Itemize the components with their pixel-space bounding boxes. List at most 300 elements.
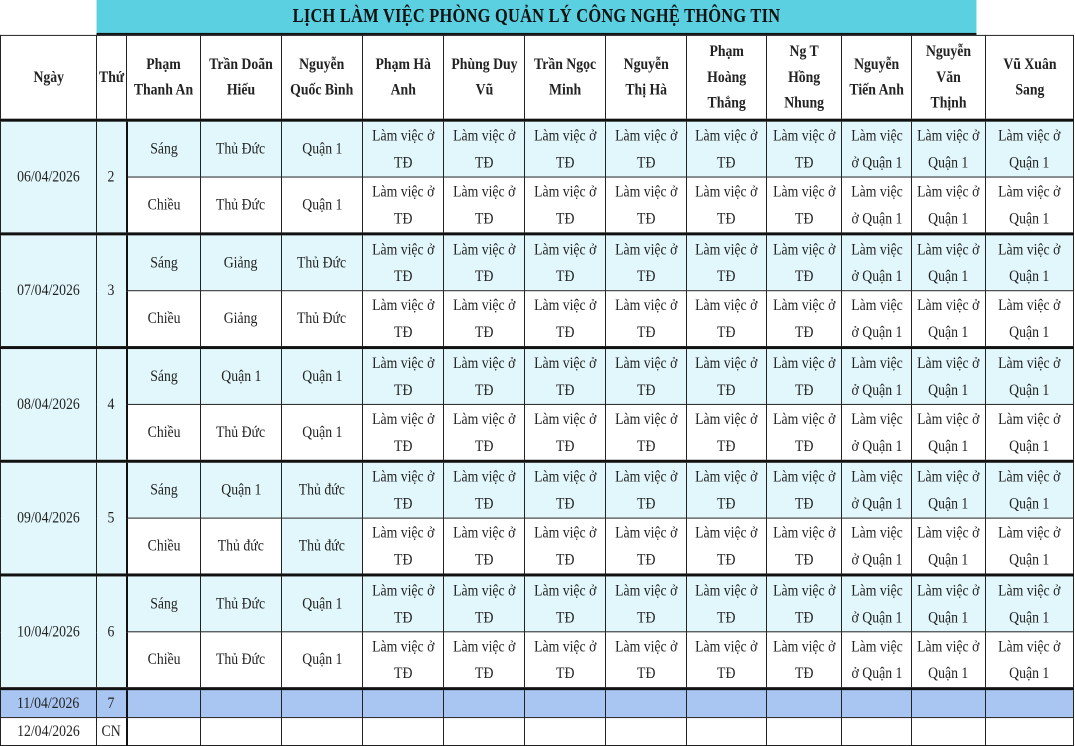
assignment-cell-text: Làm việc ở TĐ — [533, 296, 597, 341]
session-cell[interactable] — [127, 404, 201, 461]
empty-cell[interactable] — [842, 718, 912, 746]
assignment-cell-text: Làm việc ở TĐ — [371, 127, 435, 172]
assignment-cell[interactable] — [606, 575, 687, 632]
header-staff-1[interactable] — [127, 35, 201, 120]
assignment-cell-text: Làm việc ở TĐ — [695, 410, 758, 455]
empty-cell[interactable] — [127, 689, 201, 718]
assignment-cell[interactable] — [912, 404, 986, 461]
assignment-cell-text: Làm việc ở TĐ — [533, 183, 597, 227]
empty-cell[interactable] — [201, 718, 282, 746]
assignment-cell[interactable] — [687, 291, 767, 348]
date-cell[interactable] — [1, 689, 97, 718]
header-staff-5[interactable] — [444, 35, 525, 120]
assignment-cell[interactable] — [201, 120, 282, 177]
date-cell[interactable] — [1, 120, 97, 234]
assignment-cell[interactable] — [363, 177, 444, 234]
table-row — [1, 461, 1074, 518]
assignment-cell-text: Làm việc ở TĐ — [614, 240, 678, 285]
assignment-cell-text: Làm việc ở Quận 1 — [850, 524, 903, 568]
date-cell[interactable] — [1, 348, 97, 462]
assignment-cell-text: Làm việc ở TĐ — [614, 581, 678, 626]
assignment-cell[interactable] — [282, 575, 363, 632]
assignment-cell-text: Quận 1 — [220, 481, 262, 499]
empty-cell[interactable] — [363, 689, 444, 718]
session-cell-text: Chiều — [147, 310, 181, 328]
assignment-cell-text: Quận 1 — [301, 595, 343, 613]
header-row — [1, 35, 1074, 120]
assignment-cell-text: Làm việc ở TĐ — [695, 127, 758, 172]
assignment-cell-text: Thủ Đức — [216, 196, 266, 214]
day-of-week-cell-text: 6 — [107, 623, 115, 641]
assignment-cell-text: Làm việc ở TĐ — [452, 581, 516, 626]
empty-cell[interactable] — [525, 718, 606, 746]
assignment-cell[interactable] — [363, 120, 444, 177]
assignment-cell-text: Làm việc ở TĐ — [371, 183, 435, 227]
header-staff-7-text: Nguyễn Thị Hà — [623, 55, 669, 99]
empty-cell[interactable] — [767, 689, 842, 718]
assignment-cell-text: Làm việc ở TĐ — [371, 240, 435, 285]
empty-cell[interactable] — [127, 718, 201, 746]
header-staff-12[interactable] — [986, 35, 1074, 120]
date-cell-text: 09/04/2026 — [17, 509, 80, 527]
table-row — [1, 632, 1074, 689]
assignment-cell-text: Làm việc ở Quận 1 — [998, 524, 1061, 568]
assignment-cell[interactable] — [842, 291, 912, 348]
assignment-cell[interactable] — [282, 461, 363, 518]
assignment-cell[interactable] — [767, 632, 842, 689]
empty-cell[interactable] — [687, 718, 767, 746]
assignment-cell-text: Làm việc ở TĐ — [371, 410, 435, 455]
assignment-cell-text: Làm việc ở TĐ — [371, 468, 435, 513]
assignment-cell[interactable] — [606, 404, 687, 461]
assignment-cell-text: Làm việc ở TĐ — [533, 240, 597, 285]
assignment-cell[interactable] — [912, 120, 986, 177]
day-of-week-cell[interactable] — [97, 120, 127, 234]
header-staff-1-text: Phạm Thanh An — [133, 55, 194, 99]
header-staff-2[interactable] — [201, 35, 282, 120]
empty-cell[interactable] — [444, 689, 525, 718]
header-staff-10-text: Nguyễn Tiến Anh — [849, 55, 904, 99]
assignment-cell[interactable] — [842, 177, 912, 234]
session-cell-text: Sáng — [149, 481, 178, 499]
assignment-cell[interactable] — [687, 177, 767, 234]
assignment-cell[interactable] — [687, 632, 767, 689]
assignment-cell[interactable] — [767, 575, 842, 632]
assignment-cell-text: Làm việc ở TĐ — [772, 127, 836, 172]
header-staff-5-text: Phùng Duy Vũ — [450, 55, 518, 99]
assignment-cell-text: Làm việc ở TĐ — [772, 296, 836, 341]
empty-cell[interactable] — [282, 689, 363, 718]
header-date[interactable] — [1, 35, 97, 120]
assignment-cell-text: Quận 1 — [301, 423, 343, 441]
session-cell-text: Chiều — [147, 196, 181, 214]
assignment-cell-text: Làm việc ở TĐ — [614, 524, 678, 568]
assignment-cell[interactable] — [525, 234, 606, 291]
header-day-of-week-text: Thứ — [99, 68, 125, 86]
day-of-week-cell-text: 7 — [107, 695, 115, 713]
assignment-cell-text: Làm việc ở TĐ — [533, 410, 597, 455]
assignment-cell-text: Làm việc ở TĐ — [533, 354, 597, 399]
date-cell[interactable] — [1, 718, 97, 746]
assignment-cell-text: Làm việc ở TĐ — [772, 468, 836, 513]
session-cell-text: Sáng — [149, 140, 178, 158]
session-cell[interactable] — [127, 120, 201, 177]
assignment-cell-text: Làm việc ở TĐ — [614, 637, 678, 682]
assignment-cell-text: Làm việc ở Quận 1 — [998, 410, 1061, 455]
assignment-cell-text: Làm việc ở TĐ — [695, 183, 758, 227]
assignment-cell[interactable] — [986, 632, 1074, 689]
assignment-cell-text: Làm việc ở Quận 1 — [998, 296, 1061, 341]
assignment-cell[interactable] — [986, 461, 1074, 518]
assignment-cell[interactable] — [606, 518, 687, 575]
assignment-cell[interactable] — [606, 291, 687, 348]
assignment-cell[interactable] — [525, 575, 606, 632]
schedule-table — [0, 35, 1074, 746]
assignment-cell-text: Quận 1 — [301, 140, 343, 158]
assignment-cell[interactable] — [606, 348, 687, 405]
assignment-cell-text: Giảng — [224, 254, 258, 272]
assignment-cell-text: Làm việc ở TĐ — [452, 183, 516, 227]
assignment-cell-text: Thủ Đức — [297, 310, 347, 328]
assignment-cell[interactable] — [912, 518, 986, 575]
session-cell-text: Chiều — [147, 651, 181, 669]
assignment-cell-text: Làm việc ở TĐ — [533, 637, 597, 682]
assignment-cell-text: Làm việc ở TĐ — [452, 127, 516, 172]
assignment-cell[interactable] — [842, 632, 912, 689]
assignment-cell[interactable] — [444, 120, 525, 177]
assignment-cell[interactable] — [842, 575, 912, 632]
assignment-cell[interactable] — [606, 632, 687, 689]
assignment-cell-text: Làm việc ở TĐ — [452, 468, 516, 513]
assignment-cell-text: Làm việc ở Quận 1 — [850, 240, 903, 285]
assignment-cell[interactable] — [606, 177, 687, 234]
assignment-cell-text: Làm việc ở Quận 1 — [998, 637, 1061, 682]
date-cell[interactable] — [1, 234, 97, 348]
header-staff-9-text: Ng T Hồng Nhung — [784, 42, 824, 112]
assignment-cell[interactable] — [986, 291, 1074, 348]
header-staff-3[interactable] — [282, 35, 363, 120]
assignment-cell-text: Làm việc ở Quận 1 — [917, 581, 980, 626]
session-cell[interactable] — [127, 348, 201, 405]
assignment-cell[interactable] — [444, 404, 525, 461]
assignment-cell[interactable] — [201, 575, 282, 632]
assignment-cell-text: Làm việc ở TĐ — [695, 524, 758, 568]
assignment-cell[interactable] — [201, 461, 282, 518]
assignment-cell-text: Thủ Đức — [216, 423, 266, 441]
header-day-of-week[interactable] — [97, 35, 127, 120]
assignment-cell[interactable] — [444, 348, 525, 405]
assignment-cell-text: Thủ Đức — [216, 651, 266, 669]
day-of-week-cell[interactable] — [97, 718, 127, 746]
assignment-cell-text: Làm việc ở Quận 1 — [850, 296, 903, 341]
assignment-cell[interactable] — [767, 348, 842, 405]
day-of-week-cell[interactable] — [97, 234, 127, 348]
assignment-cell[interactable] — [363, 518, 444, 575]
assignment-cell-text: Quận 1 — [220, 368, 262, 385]
assignment-cell[interactable] — [444, 234, 525, 291]
assignment-cell[interactable] — [282, 291, 363, 348]
assignment-cell[interactable] — [912, 575, 986, 632]
assignment-cell-text: Làm việc ở TĐ — [371, 354, 435, 399]
table-row — [1, 575, 1074, 632]
assignment-cell[interactable] — [912, 632, 986, 689]
assignment-cell[interactable] — [986, 575, 1074, 632]
assignment-cell[interactable] — [842, 404, 912, 461]
assignment-cell[interactable] — [363, 632, 444, 689]
assignment-cell-text: Làm việc ở TĐ — [614, 410, 678, 455]
assignment-cell-text: Làm việc ở Quận 1 — [917, 240, 980, 285]
header-staff-12-text: Vũ Xuân Sang — [1002, 55, 1057, 99]
assignment-cell-text: Thủ Đức — [297, 254, 347, 272]
empty-cell[interactable] — [606, 718, 687, 746]
assignment-cell[interactable] — [986, 348, 1074, 405]
table-row — [1, 120, 1074, 177]
assignment-cell-text: Làm việc ở Quận 1 — [917, 637, 980, 682]
assignment-cell[interactable] — [842, 234, 912, 291]
day-of-week-cell[interactable] — [97, 689, 127, 718]
sheet-title — [97, 0, 977, 35]
date-cell-text: 07/04/2026 — [17, 282, 80, 300]
date-cell-text: 08/04/2026 — [17, 395, 80, 413]
assignment-cell[interactable] — [767, 234, 842, 291]
assignment-cell[interactable] — [912, 291, 986, 348]
assignment-cell[interactable] — [606, 234, 687, 291]
assignment-cell[interactable] — [525, 632, 606, 689]
header-staff-6[interactable] — [525, 35, 606, 120]
empty-cell[interactable] — [767, 718, 842, 746]
empty-cell[interactable] — [986, 689, 1074, 718]
assignment-cell[interactable] — [525, 348, 606, 405]
assignment-cell-text: Làm việc ở TĐ — [614, 127, 678, 172]
day-of-week-cell[interactable] — [97, 575, 127, 689]
assignment-cell[interactable] — [201, 518, 282, 575]
assignment-cell[interactable] — [687, 461, 767, 518]
assignment-cell-text: Làm việc ở TĐ — [452, 637, 516, 682]
empty-cell[interactable] — [201, 689, 282, 718]
assignment-cell[interactable] — [282, 348, 363, 405]
table-row — [1, 404, 1074, 461]
empty-cell[interactable] — [363, 718, 444, 746]
empty-cell[interactable] — [282, 718, 363, 746]
assignment-cell[interactable] — [282, 120, 363, 177]
assignment-cell[interactable] — [282, 632, 363, 689]
date-cell[interactable] — [1, 461, 97, 575]
day-of-week-cell-text: CN — [101, 723, 121, 741]
assignment-cell-text: Làm việc ở Quận 1 — [917, 127, 980, 172]
assignment-cell[interactable] — [606, 120, 687, 177]
assignment-cell-text: Thủ Đức — [216, 595, 266, 613]
assignment-cell[interactable] — [201, 177, 282, 234]
assignment-cell[interactable] — [986, 404, 1074, 461]
assignment-cell[interactable] — [201, 632, 282, 689]
assignment-cell-text: Làm việc ở TĐ — [371, 296, 435, 341]
header-staff-9[interactable] — [767, 35, 842, 120]
date-cell-text: 10/04/2026 — [17, 623, 80, 641]
assignment-cell-text: Thủ Đức — [216, 140, 266, 158]
session-cell-text: Sáng — [149, 254, 178, 272]
assignment-cell[interactable] — [282, 518, 363, 575]
assignment-cell[interactable] — [525, 404, 606, 461]
header-staff-10[interactable] — [842, 35, 912, 120]
assignment-cell[interactable] — [525, 518, 606, 575]
assignment-cell[interactable] — [986, 518, 1074, 575]
session-cell[interactable] — [127, 518, 201, 575]
assignment-cell[interactable] — [842, 348, 912, 405]
assignment-cell[interactable] — [363, 234, 444, 291]
assignment-cell[interactable] — [687, 348, 767, 405]
session-cell[interactable] — [127, 177, 201, 234]
assignment-cell[interactable] — [842, 461, 912, 518]
assignment-cell-text: Làm việc ở Quận 1 — [998, 468, 1061, 513]
assignment-cell[interactable] — [687, 120, 767, 177]
assignment-cell[interactable] — [525, 177, 606, 234]
assignment-cell-text: Làm việc ở TĐ — [695, 296, 758, 341]
session-cell[interactable] — [127, 632, 201, 689]
empty-cell[interactable] — [842, 689, 912, 718]
assignment-cell-text: Làm việc ở TĐ — [772, 637, 836, 682]
empty-cell[interactable] — [912, 689, 986, 718]
assignment-cell-text: Làm việc ở TĐ — [614, 183, 678, 227]
assignment-cell[interactable] — [363, 575, 444, 632]
assignment-cell[interactable] — [687, 575, 767, 632]
assignment-cell[interactable] — [201, 404, 282, 461]
assignment-cell[interactable] — [363, 348, 444, 405]
assignment-cell[interactable] — [444, 575, 525, 632]
assignment-cell[interactable] — [201, 234, 282, 291]
header-staff-4[interactable] — [363, 35, 444, 120]
assignment-cell[interactable] — [767, 291, 842, 348]
day-of-week-cell[interactable] — [97, 348, 127, 462]
assignment-cell[interactable] — [282, 404, 363, 461]
assignment-cell-text: Làm việc ở Quận 1 — [850, 354, 903, 399]
empty-cell[interactable] — [525, 689, 606, 718]
table-row — [1, 177, 1074, 234]
assignment-cell-text: Làm việc ở TĐ — [772, 581, 836, 626]
empty-cell[interactable] — [912, 718, 986, 746]
assignment-cell-text: Làm việc ở TĐ — [452, 354, 516, 399]
assignment-cell-text: Làm việc ở TĐ — [614, 296, 678, 341]
empty-cell[interactable] — [444, 718, 525, 746]
assignment-cell-text: Làm việc ở Quận 1 — [998, 240, 1061, 285]
session-cell-text: Sáng — [149, 368, 178, 385]
date-cell-text: 06/04/2026 — [17, 168, 80, 186]
session-cell[interactable] — [127, 291, 201, 348]
assignment-cell[interactable] — [842, 518, 912, 575]
table-row — [1, 348, 1074, 405]
assignment-cell[interactable] — [363, 291, 444, 348]
assignment-cell[interactable] — [363, 461, 444, 518]
table-row — [1, 234, 1074, 291]
assignment-cell-text: Làm việc ở Quận 1 — [917, 410, 980, 455]
assignment-cell[interactable] — [986, 177, 1074, 234]
day-of-week-cell[interactable] — [97, 461, 127, 575]
header-staff-8-text: Phạm Hoàng Thắng — [707, 42, 746, 112]
sheet-title-text: LỊCH LÀM VIỆC PHÒNG QUẢN LÝ CÔNG NGHỆ THÔNG TIN — [292, 4, 781, 27]
empty-cell[interactable] — [986, 718, 1074, 746]
assignment-cell-text: Giảng — [224, 310, 258, 328]
assignment-cell[interactable] — [842, 120, 912, 177]
header-staff-8[interactable] — [687, 35, 767, 120]
header-staff-3-text: Nguyễn Quốc Bình — [290, 55, 354, 99]
assignment-cell-text: Làm việc ở TĐ — [614, 468, 678, 513]
assignment-cell-text: Thủ đức — [298, 537, 346, 555]
assignment-cell-text: Làm việc ở TĐ — [614, 354, 678, 399]
assignment-cell[interactable] — [767, 120, 842, 177]
assignment-cell[interactable] — [282, 234, 363, 291]
assignment-cell-text: Làm việc ở Quận 1 — [917, 183, 980, 227]
assignment-cell-text: Quận 1 — [301, 368, 343, 385]
assignment-cell[interactable] — [363, 404, 444, 461]
header-staff-11[interactable] — [912, 35, 986, 120]
session-cell-text: Chiều — [147, 537, 181, 555]
assignment-cell-text: Làm việc ở TĐ — [695, 637, 758, 682]
assignment-cell-text: Làm việc ở TĐ — [452, 410, 516, 455]
header-date-text: Ngày — [33, 68, 64, 86]
assignment-cell[interactable] — [986, 234, 1074, 291]
assignment-cell[interactable] — [912, 234, 986, 291]
empty-cell[interactable] — [687, 689, 767, 718]
session-cell[interactable] — [127, 461, 201, 518]
assignment-cell-text: Quận 1 — [301, 196, 343, 214]
assignment-cell[interactable] — [444, 177, 525, 234]
assignment-cell[interactable] — [912, 177, 986, 234]
assignment-cell[interactable] — [767, 461, 842, 518]
assignment-cell[interactable] — [201, 291, 282, 348]
assignment-cell-text: Làm việc ở TĐ — [772, 240, 836, 285]
assignment-cell-text: Làm việc ở TĐ — [533, 581, 597, 626]
session-cell[interactable] — [127, 234, 201, 291]
assignment-cell[interactable] — [444, 632, 525, 689]
assignment-cell-text: Làm việc ở TĐ — [695, 354, 758, 399]
assignment-cell[interactable] — [525, 461, 606, 518]
assignment-cell[interactable] — [444, 461, 525, 518]
assignment-cell[interactable] — [687, 404, 767, 461]
assignment-cell[interactable] — [525, 291, 606, 348]
assignment-cell[interactable] — [606, 461, 687, 518]
assignment-cell[interactable] — [282, 177, 363, 234]
assignment-cell[interactable] — [444, 518, 525, 575]
assignment-cell-text: Làm việc ở TĐ — [533, 524, 597, 568]
assignment-cell[interactable] — [986, 120, 1074, 177]
assignment-cell[interactable] — [525, 120, 606, 177]
assignment-cell[interactable] — [912, 461, 986, 518]
assignment-cell[interactable] — [767, 404, 842, 461]
header-staff-7[interactable] — [606, 35, 687, 120]
date-cell[interactable] — [1, 575, 97, 689]
header-staff-2-text: Trần Doãn Hiếu — [209, 55, 273, 99]
assignment-cell-text: Làm việc ở TĐ — [452, 524, 516, 568]
assignment-cell-text: Thủ đức — [298, 481, 346, 499]
table-row — [1, 689, 1074, 718]
assignment-cell[interactable] — [687, 234, 767, 291]
assignment-cell-text: Làm việc ở TĐ — [772, 410, 836, 455]
empty-cell[interactable] — [606, 689, 687, 718]
assignment-cell[interactable] — [912, 348, 986, 405]
session-cell[interactable] — [127, 575, 201, 632]
assignment-cell[interactable] — [767, 177, 842, 234]
assignment-cell[interactable] — [201, 348, 282, 405]
assignment-cell[interactable] — [444, 291, 525, 348]
assignment-cell-text: Làm việc ở TĐ — [772, 524, 836, 568]
assignment-cell[interactable] — [767, 518, 842, 575]
header-staff-6-text: Trần Ngọc Minh — [533, 55, 597, 99]
assignment-cell-text: Làm việc ở Quận 1 — [998, 183, 1061, 227]
assignment-cell-text: Làm việc ở TĐ — [695, 468, 758, 513]
day-of-week-cell-text: 2 — [107, 168, 115, 186]
assignment-cell[interactable] — [687, 518, 767, 575]
day-of-week-cell-text: 4 — [107, 395, 115, 413]
assignment-cell-text: Làm việc ở Quận 1 — [917, 468, 980, 513]
